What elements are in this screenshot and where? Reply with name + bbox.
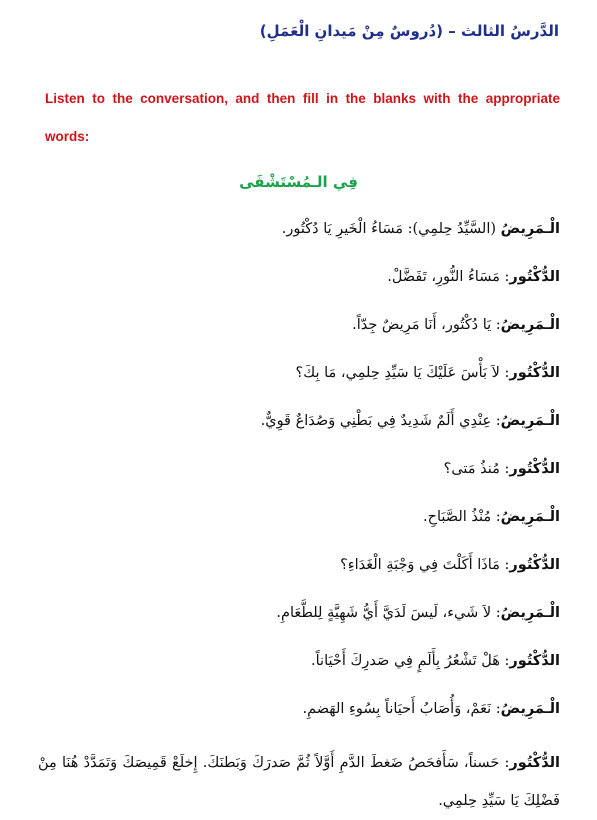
speaker-label: الْـمَرِيضُ	[500, 701, 560, 717]
speaker-label: الدُّكْتُور	[509, 365, 560, 381]
utterance-text: : لاَ بَأْسَ عَلَيْكَ يَا سَيِّدِ حِلمِي، مَا بِكَ؟	[295, 365, 510, 381]
dialogue-line	[38, 264, 560, 312]
speaker-label: الدُّكْتُور	[509, 461, 560, 477]
dialogue-line	[38, 408, 560, 456]
utterance-text: : مُنْذُ الصَّبَاحِ.	[423, 509, 501, 525]
speaker-label: الْـمَرِيضُ	[500, 509, 560, 525]
utterance-text: (السَّيِّدُ حِلمِي): مَسَاءُ الْخَيرِ يَا دُكْتُور.	[281, 221, 501, 237]
dialogue-line	[38, 456, 560, 504]
dialogue-line	[38, 600, 560, 648]
speaker-label: الْـمَرِيضُ	[500, 413, 560, 429]
utterance-text: : لاَ شَيء، لَيسَ لَدَيَّ أَيُّ شَهِيَّةٍ لِلطَّعَامِ.	[276, 605, 501, 621]
dialogue-line	[38, 216, 560, 264]
section-heading: فِي الـمُسْتَشْفَى	[239, 173, 358, 191]
dialogue-line	[38, 696, 560, 744]
lesson-title: الدَّرسُ الثالث – (دُروسٌ مِنْ مَيدانِ الْعَمَلِ)	[259, 22, 559, 40]
dialogue-line	[38, 504, 560, 552]
utterance-text: : مُنذُ مَتى؟	[443, 461, 510, 477]
utterance-text: : مَاذَا أَكَلْتَ فِي وَجْبَةِ الْغَدَاءِ؟	[340, 557, 510, 573]
speaker-label: الدُّكْتُور	[509, 653, 560, 669]
utterance-text: : هَلْ تَشْعُرُ بِأَلَمٍ فِي صَدرِكَ أَحْيَاناً.	[311, 653, 510, 669]
dialogue	[38, 216, 560, 820]
utterance-text: : حَسناً، سَأَفحَصُ ضَغطَ الدَّمِ أَوَّلاً ثُمَّ صَدرَكَ وَبَطنَكَ. إِخلَعْ قَمِيصَكَ وَتَمَدَّدْ هُنَا مِنْ فَضْلِكَ يَا سَيِّدِ حِلمِي.	[38, 755, 560, 809]
dialogue-line	[38, 312, 560, 360]
speaker-label: الْـمَرِيضُ	[500, 317, 560, 333]
dialogue-line	[38, 744, 560, 820]
utterance-text: : نَعَمْ، وَأُصَابُ أَحيَاناً بِسُوءِ الهَضمِ.	[302, 701, 501, 717]
dialogue-line	[38, 360, 560, 408]
speaker-label: الدُّكْتُور	[509, 557, 560, 573]
speaker-label: الْـمَرِيضُ	[500, 605, 560, 621]
utterance-text: : يَا دُكْتُور، أَنَا مَرِيضٌ جِدّاً.	[352, 317, 501, 333]
speaker-label: الدُّكْتُور	[509, 269, 560, 285]
utterance-text: : مَسَاءُ النُّورِ، تَفَضَّلْ.	[387, 269, 510, 285]
speaker-label: الْـمَرِيضُ	[500, 221, 560, 237]
dialogue-line	[38, 552, 560, 600]
dialogue-line	[38, 648, 560, 696]
speaker-label: الدُّكْتُور	[509, 755, 560, 771]
utterance-text: : عِنْدِي أَلَمٌ شَدِيدٌ فِي بَطْنِي وَصُدَاعٌ قَوِيٌّ.	[260, 413, 501, 429]
instruction-text: Listen to the conversation, and then fill in the blanks with the appropriate words:	[45, 91, 560, 144]
